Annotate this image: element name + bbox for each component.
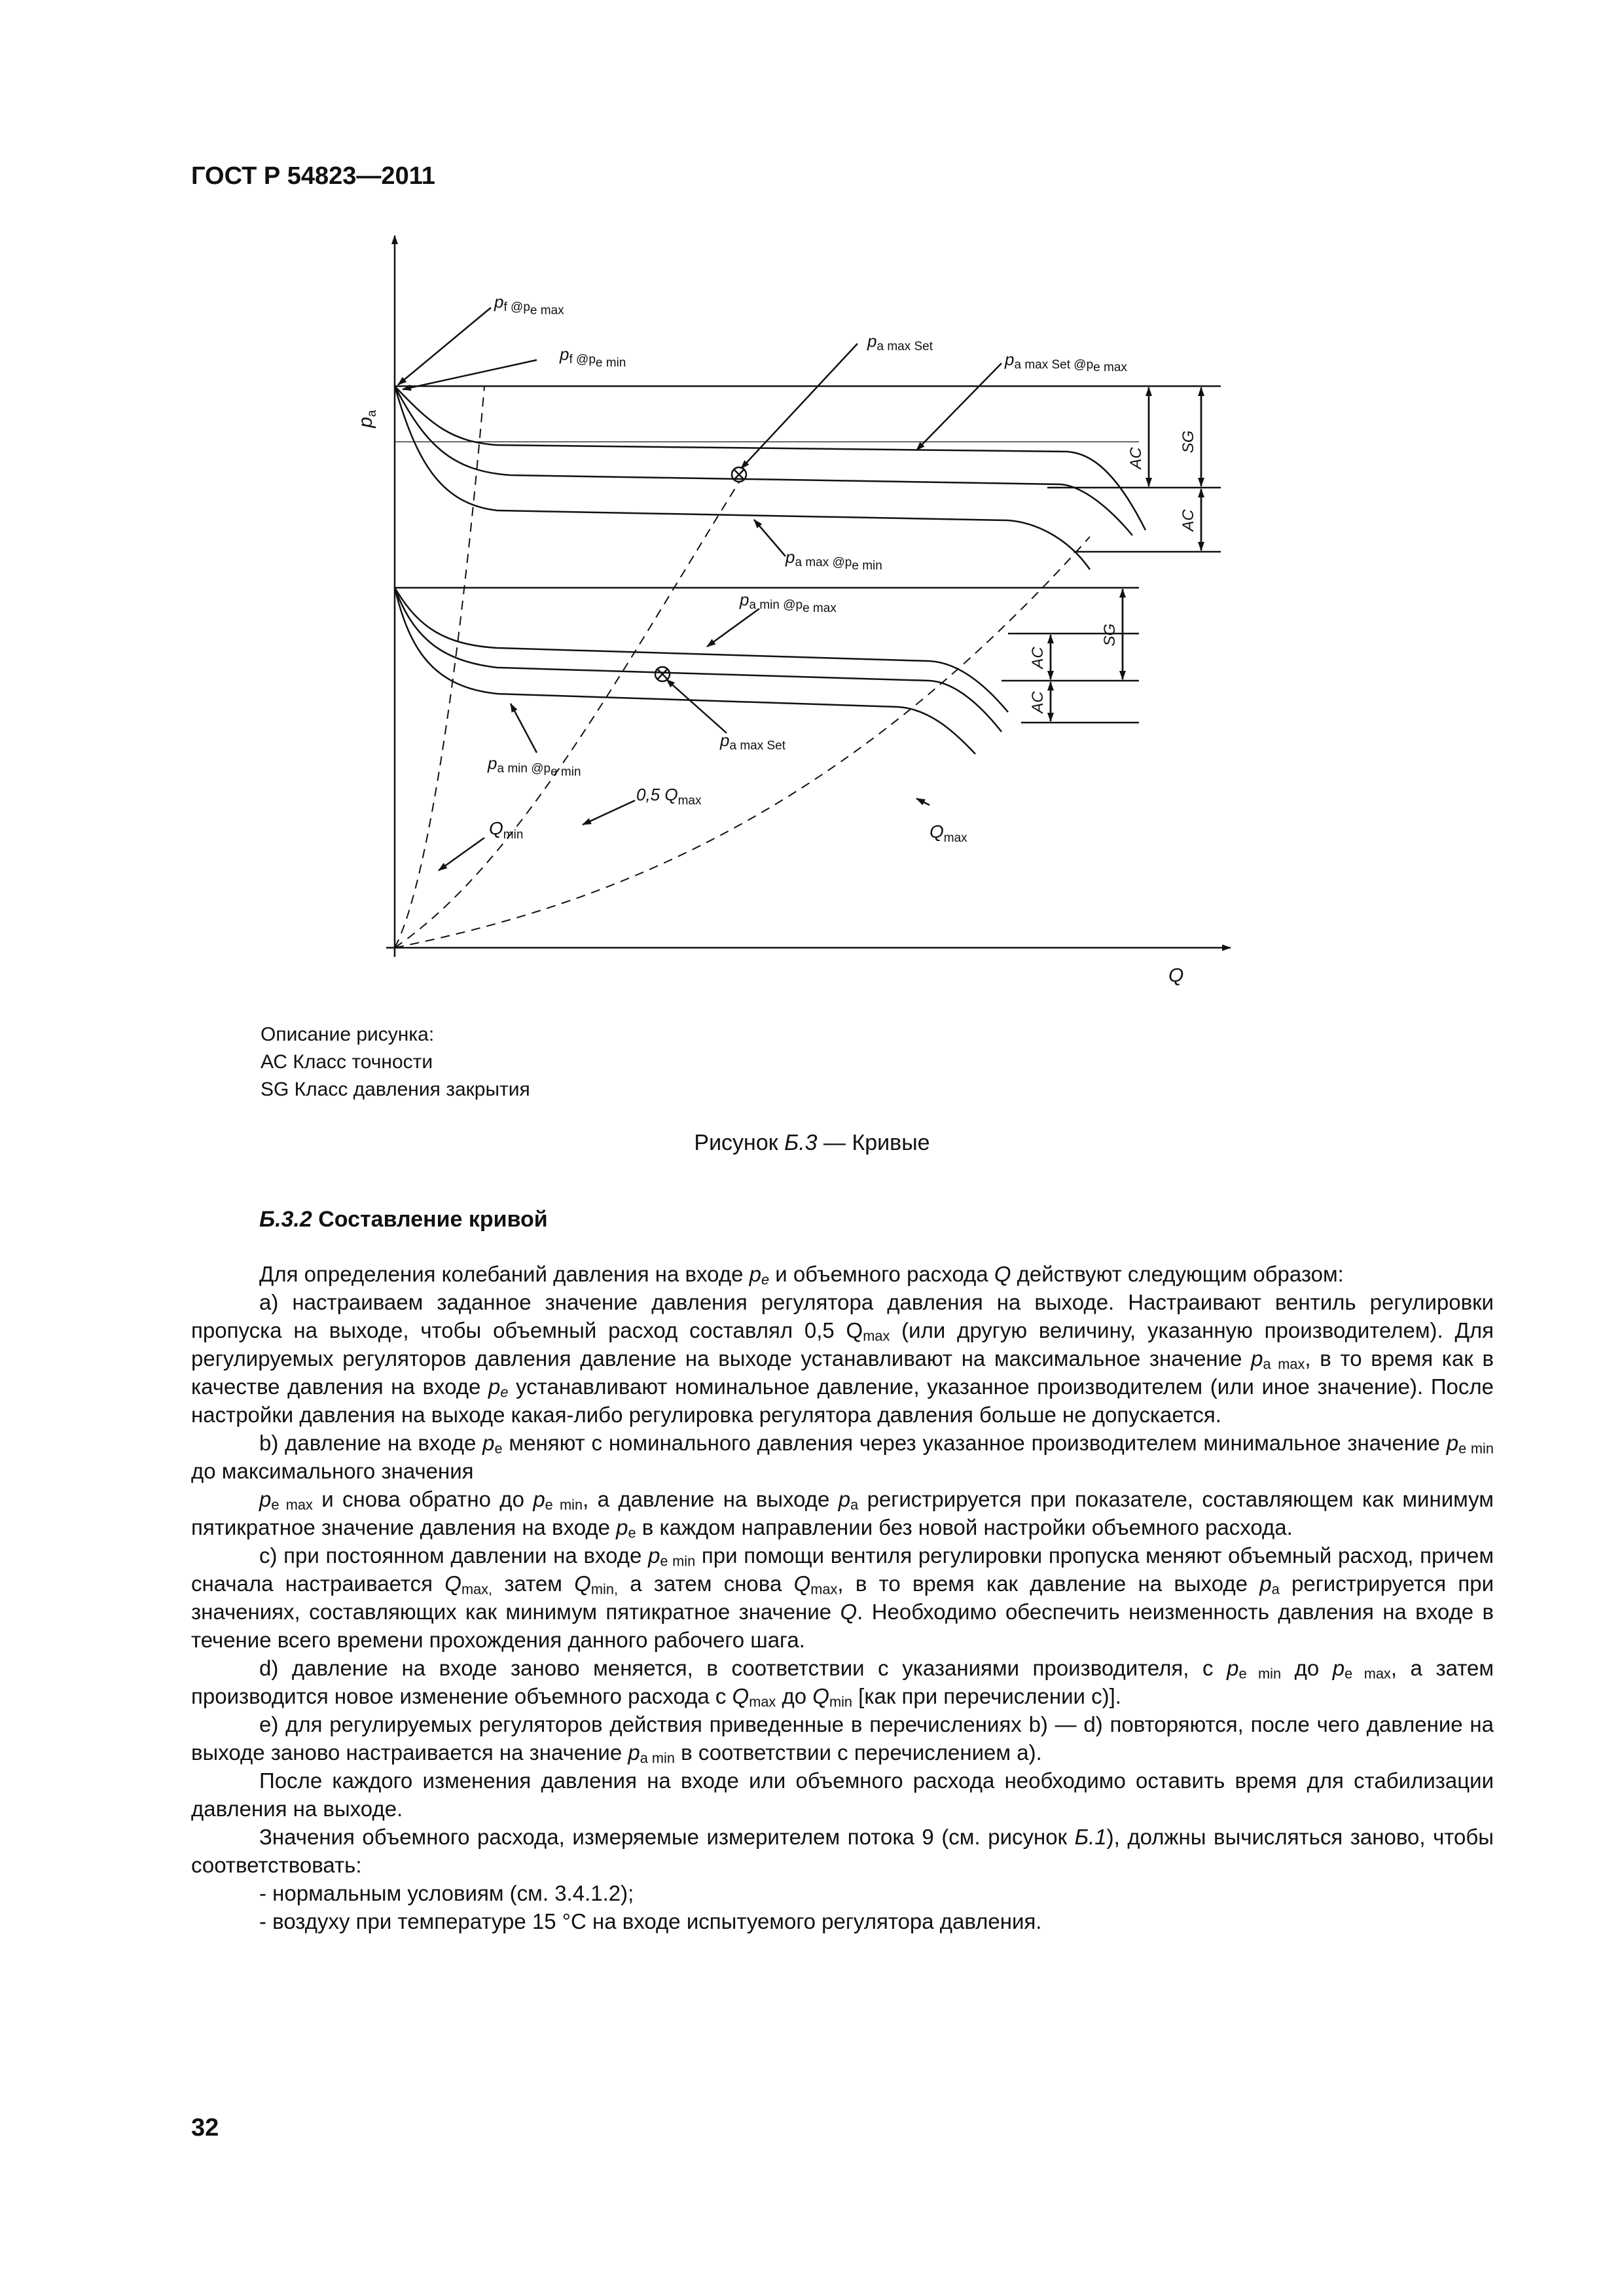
curve-pamax-set xyxy=(395,386,1132,535)
label-pf-pemax: pf @pe max xyxy=(494,292,564,317)
label-pamax-set-lower: pa max Set xyxy=(720,730,786,753)
curve-pamin-pemax xyxy=(395,588,1008,712)
paragraph: Значения объемного расхода, измеряемые измерителем потока 9 (см. рисунок Б.1), должны вычисляться заново, чтобы соответствовать: xyxy=(191,1825,1494,1877)
figure-caption: Рисунок Б.3 — Кривые xyxy=(694,1130,930,1155)
paragraph: е) для регулируемых регуляторов действия приведенные в перечислениях b) — d) повторяются, после чего давление на выходе заново настраивается на значение $p_{a min}$ в соответствии с перечислением а). xyxy=(191,1712,1494,1767)
label-sg-lower: SG xyxy=(1101,623,1119,647)
label-pamin-pemin: pa min @pe min xyxy=(488,753,581,779)
figure-legend xyxy=(261,1021,530,1103)
label-05qmax: 0,5 $Q_{max}$ xyxy=(636,785,702,808)
paragraph: с) при постоянном давлении на входе $p_{e min}$ при помощи вентиля регулировки пропуска меняют объемный расход, причем сначала настраивается $Q_{max,}$ затем $Q_{min,}$ а затем снова $Q_{max}$, в то время как давление на выходе $p_a$ регистрируется при значениях, составляющих как минимум пятикратное значение Q. Необходимо обеспечить неизменность давления на входе в течение всего времени прохождения данного рабочего шага. xyxy=(191,1543,1494,1652)
curve-05qmax xyxy=(395,481,740,948)
label-qmin: $Q_{min}$ xyxy=(489,818,524,842)
section-heading: Б.3.2 Составление кривой xyxy=(259,1207,548,1232)
label-ac-lower-1: AC xyxy=(1029,647,1047,669)
pressure-curves-figure xyxy=(353,223,1270,988)
legend-item: SG Класс давления закрытия xyxy=(261,1079,530,1100)
label-ac-lower-2: AC xyxy=(1029,691,1047,713)
paragraph: $p_{e max}$ и снова обратно до $p_{e min}$, а давление на выходе $p_a$ регистрируется при показателе, составляющем как минимум пятикратное значение давления на входе $p_e$ в каждом направлении без новой настройки объемного расхода. xyxy=(191,1487,1494,1541)
label-pamax-set: pa max Set xyxy=(867,331,933,353)
legend-item: АС Класс точности xyxy=(261,1051,433,1073)
x-axis-label: Q xyxy=(1168,965,1184,986)
list-item: - воздуху при температуре 15 °С на входе испытуемого регулятора давления. xyxy=(259,1909,1042,1933)
paragraph: b) давление на входе $p_e$ меняют с номинального давления через указанное производителем минимальное значение $p_{e min}$ до максимального значения xyxy=(191,1431,1494,1483)
label-qmax: $Q_{max}$ xyxy=(929,821,967,845)
legend-title: Описание рисунка: xyxy=(261,1024,435,1045)
label-sg-upper: SG xyxy=(1180,430,1197,454)
document-header: ГОСТ Р 54823—2011 xyxy=(191,162,435,190)
label-pamin-pemax: pa min @pe max xyxy=(740,590,837,615)
curve-qmin xyxy=(395,386,484,948)
label-pf-pemin: pf @pe min xyxy=(560,344,626,370)
y-axis-label: $p_a$ xyxy=(355,410,379,428)
body-text xyxy=(191,1206,1494,1935)
label-pamax-pemin: pa max @pe min xyxy=(785,547,882,573)
curve-pamin-pemin xyxy=(395,588,975,754)
paragraph: Для определения колебаний давления на входе $p_e$ и объемного расхода Q действуют следующим образом: xyxy=(259,1262,1344,1288)
paragraph: d) давление на входе заново меняется, в соответствии с указаниями производителя, с $p_{e min}$ до $p_{e max}$, а затем производится новое изменение объемного расхода с $Q_{max}$ до $Q_{min}$ [как при перечислении с)]. xyxy=(191,1656,1494,1710)
curve-pamax-set-pemax xyxy=(395,386,1146,530)
label-ac-upper-2: AC xyxy=(1180,509,1197,531)
paragraph: После каждого изменения давления на входе или объемного расхода необходимо оставить время для стабилизации давления на выходе. xyxy=(191,1768,1494,1821)
paragraph: а) настраиваем заданное значение давления регулятора давления на выходе. Настраивают вентиль регулировки пропуска на выходе, чтобы объемный расход составлял 0,5 $Q_{max}$ (или другую величину, указанную производителем). Для регулируемых регуляторов давления давление на выходе устанавливают на максимальное значение $p_{a max}$, в то время как в качестве давления на входе $p_e$ устанавливают номинальное давление, указанное производителем (или иное значение). После настройки давления на выходе какая-либо регулировка регулятора давления больше не допускается. xyxy=(191,1290,1494,1427)
label-ac-upper-1: AC xyxy=(1127,447,1145,469)
label-pamax-set-pemax: pa max Set @pe max xyxy=(1005,350,1127,374)
page-number: 32 xyxy=(191,2114,219,2142)
list-item: - нормальным условиям (см. 3.4.1.2); xyxy=(259,1881,634,1905)
